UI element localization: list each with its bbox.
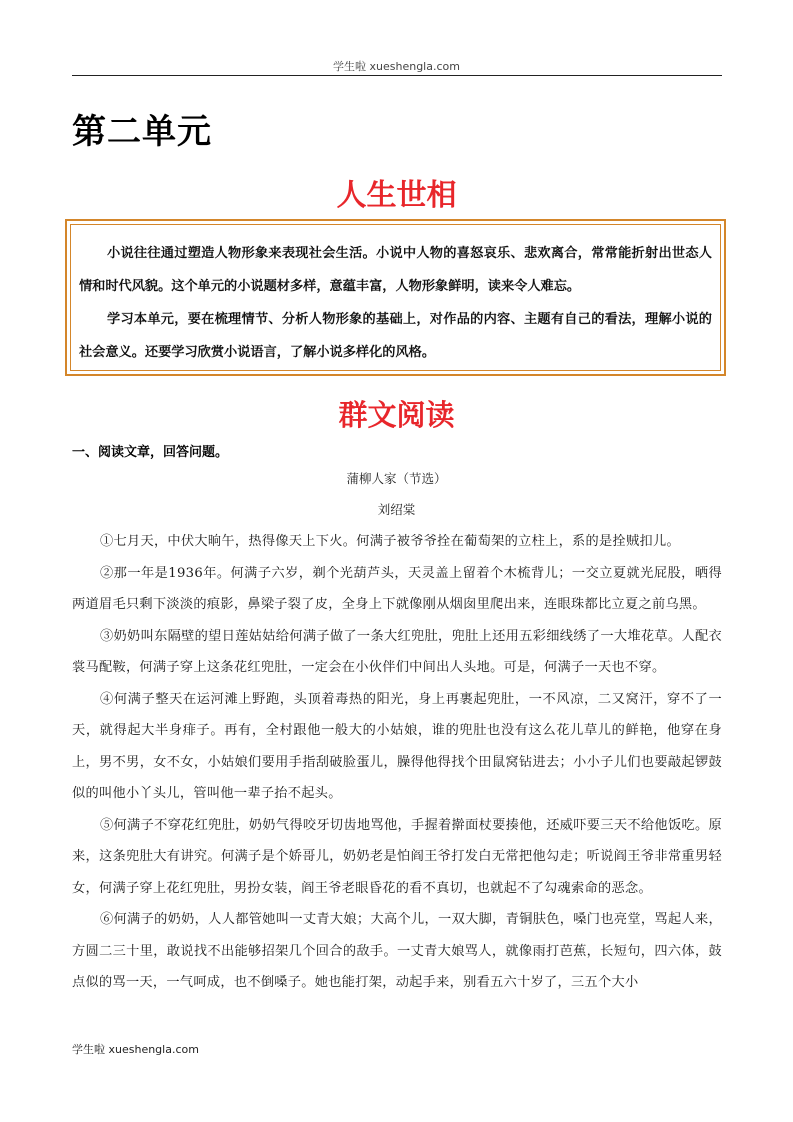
question-heading: 一、阅读文章，回答问题。 xyxy=(72,445,229,460)
reading-section-title: 群文阅读 xyxy=(338,398,455,432)
story-paragraph: ⑥何满子的奶奶，人人都管她叫一丈青大娘；大高个儿，一双大脚，青铜肤色，嗓门也亮堂，骂起人来，方圆二三十里，敢说找不出能够招架几个回合的敌手。一丈青大娘骂人，就像雨打芭蕉，长短句，四六体，鼓点似的骂一天，一气呵成，也不倒嗓子。她也能打架，动起手来，别看五六十岁了，三五个大小 xyxy=(72,912,722,990)
story-body xyxy=(72,526,722,999)
intro-paragraph: 小说往往通过塑造人物形象来表现社会生活。小说中人物的喜怒哀乐、悲欢离合，常常能折射出世态人情和时代风貌。这个单元的小说题材多样，意蕴丰富，人物形象鲜明，读来令人难忘。 xyxy=(79,246,712,294)
story-paragraph: ④何满子整天在运河滩上野跑，头顶着毒热的阳光，身上再裹起兜肚，一不风凉，二又窝汗，穿不了一天，就得起大半身痱子。再有，全村跟他一般大的小姑娘，谁的兜肚也没有这么花儿草儿的鲜艳，他穿在身上，男不男，女不女，小姑娘们要用手指刮破脸蛋儿，臊得他得找个田鼠窝钻进去；小小子儿们也要敲起锣鼓似的叫他小丫头儿，管叫他一辈子抬不起头。 xyxy=(72,691,722,801)
story-paragraph: ②那一年是1936年。何满子六岁，剃个光葫芦头，天灵盖上留着个木梳背儿；一交立夏就光屁股，晒得两道眉毛只剩下淡淡的痕影，鼻梁子裂了皮，全身上下就像刚从烟囱里爬出来，连眼珠都比立夏之前乌黑。 xyxy=(72,565,722,612)
page-header-site: 学生啦 xueshengla.com xyxy=(333,60,460,73)
page-footer-site: 学生啦 xueshengla.com xyxy=(72,1043,199,1056)
story-paragraph: ①七月天，中伏大晌午，热得像天上下火。何满子被爷爷拴在葡萄架的立柱上，系的是拴贼扣儿。 xyxy=(100,534,680,549)
intro-box xyxy=(65,219,726,376)
unit-title: 第二单元 xyxy=(72,112,212,152)
intro-box-inner xyxy=(70,224,721,371)
intro-paragraph: 学习本单元，要在梳理情节、分析人物形象的基础上，对作品的内容、主题有自己的看法，理解小说的社会意义。还要学习欣赏小说语言，了解小说多样化的风格。 xyxy=(79,312,712,360)
story-paragraph: ③奶奶叫东隔壁的望日莲姑姑给何满子做了一条大红兜肚，兜肚上还用五彩细线绣了一大堆花草。人配衣裳马配鞍，何满子穿上这条花红兜肚，一定会在小伙伴们中间出人头地。可是，何满子一天也不穿。 xyxy=(72,628,722,675)
story-author: 刘绍棠 xyxy=(377,502,416,517)
theme-title: 人生世相 xyxy=(336,178,457,213)
story-paragraph: ⑤何满子不穿花红兜肚，奶奶气得咬牙切齿地骂他，手握着擀面杖要揍他，还威吓要三天不给他饭吃。原来，这条兜肚大有讲究。何满子是个娇哥儿，奶奶老是怕阎王爷打发白无常把他勾走；听说阎王爷非常重男轻女，何满子穿上花红兜肚，男扮女装，阎王爷老眼昏花的看不真切，也就起不了勾魂索命的恶念。 xyxy=(72,817,722,896)
header-divider xyxy=(72,75,722,76)
story-title: 蒲柳人家（节选） xyxy=(346,471,447,486)
